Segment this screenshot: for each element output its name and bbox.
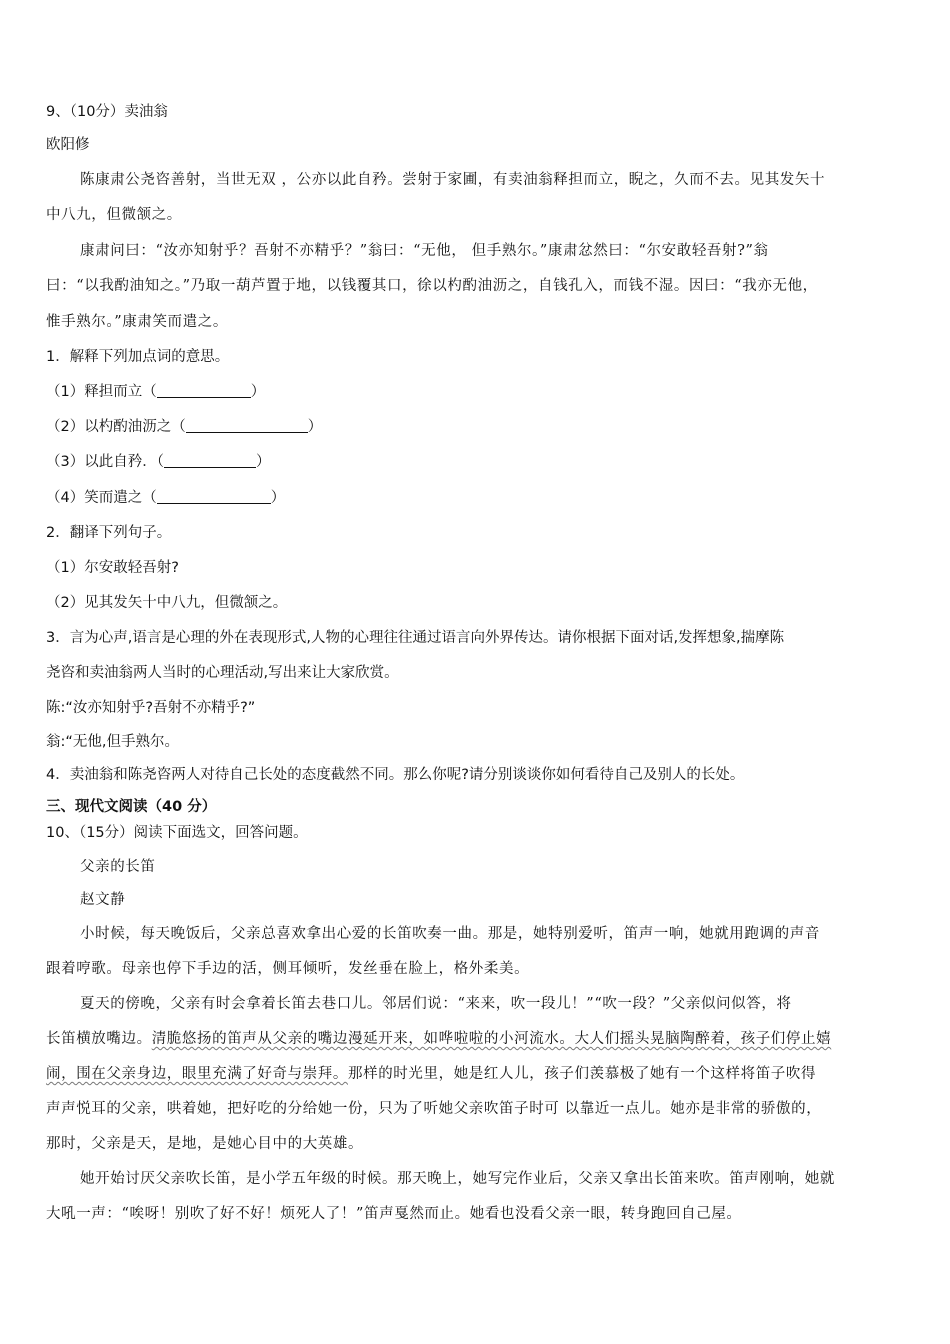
sub-question-4: 4．卖油翁和陈尧咨两人对待自己长处的态度截然不同。那么你呢?请分别谈谈你如何看待自己及别人的长处。 <box>46 767 745 783</box>
section-3-header: 三、现代文阅读（40 分） <box>46 799 217 815</box>
answer-blank[interactable] <box>157 489 271 504</box>
item-close: ） <box>307 419 323 435</box>
sub-question-1-item-3 <box>46 452 270 472</box>
item-close: ） <box>270 490 286 506</box>
paragraph-segment: 长笛横放嘴边。 <box>46 1031 152 1047</box>
underlined-sentence: 清脆悠扬的笛声从父亲的嘴边漫延开来，如哗啦啦的小河流水。大人们摇头晃脑陶醉着，孩子们停止嬉 <box>151 1031 832 1047</box>
paragraph-line: 声声悦耳的父亲，哄着她，把好吃的分给她一份，只为了听她父亲吹笛子时可 以靠近一点儿。她亦是非常的骄傲的， <box>46 1101 822 1117</box>
dialogue-chen: 陈:“汝亦知射乎?吾射不亦精乎?” <box>46 700 256 716</box>
sub-question-1-item-1 <box>46 382 265 402</box>
paragraph-line: 大吼一声：“唉呀！别吹了好不好！烦死人了！”笛声戛然而止。她看也没看父亲一眼，转身跑回自己屋。 <box>46 1206 742 1222</box>
sub-question-2-title: 2．翻译下列句子。 <box>46 525 172 541</box>
answer-blank[interactable] <box>157 383 251 398</box>
sub-question-2-item-2: （2）见其发矢十中八九，但微颔之。 <box>46 595 288 611</box>
paragraph-line: 那时，父亲是天，是地，是她心目中的大英雄。 <box>46 1136 364 1152</box>
paragraph-line: 她开始讨厌父亲吹长笛，是小学五年级的时候。那天晚上，她写完作业后，父亲又拿出长笛来吹。笛声刚响，她就 <box>80 1171 835 1187</box>
paragraph-line: 跟着哼歌。母亲也停下手边的活，侧耳倾听，发丝垂在脸上，格外柔美。 <box>46 961 530 977</box>
sub-question-1-title: 1．解释下列加点词的意思。 <box>46 349 230 365</box>
passage-line: 陈康肃公尧咨善射，当世无双 ，公亦以此自矜。尝射于家圃，有卖油翁释担而立，睨之，久而不去。见其发矢十 <box>80 172 826 188</box>
paragraph-line <box>46 1064 816 1084</box>
paragraph-line <box>46 1029 831 1049</box>
answer-blank[interactable] <box>186 418 308 433</box>
underlined-sentence: 闹，围在父亲身边，眼里充满了好奇与崇拜。 <box>46 1066 348 1082</box>
item-label: （3）以此自矜．（ <box>46 454 164 470</box>
paragraph-line: 小时候，每天晚饭后，父亲总喜欢拿出心爱的长笛吹奏一曲。那是，她特别爱听，笛声一响，她就用跑调的声音 <box>80 926 820 942</box>
item-label: （4）笑而遣之（ <box>46 490 157 506</box>
answer-blank[interactable] <box>164 453 256 468</box>
sub-question-3-line: 尧咨和卖油翁两人当时的心理活动,写出来让大家欣赏。 <box>46 665 399 681</box>
dialogue-weng: 翁:“无他,但手熟尔。 <box>46 734 180 750</box>
article-author: 赵文静 <box>80 892 126 908</box>
sub-question-2-item-1: （1）尔安敢轻吾射? <box>46 560 179 576</box>
question-9-header: 9、（10分）卖油翁 <box>46 104 168 120</box>
item-label: （1）释担而立（ <box>46 384 157 400</box>
passage-line: 惟手熟尔。”康肃笑而遣之。 <box>46 314 228 330</box>
question-9-author: 欧阳修 <box>46 137 90 153</box>
question-10-header: 10、（15分）阅读下面选文，回答问题。 <box>46 825 308 841</box>
passage-line: 康肃问曰：“汝亦知射乎？吾射不亦精乎？”翁曰：“无他， 但手熟尔。”康肃忿然曰：“尔安敢轻吾射?”翁 <box>80 243 769 259</box>
passage-line: 曰：“以我酌油知之。”乃取一葫芦置于地，以钱覆其口，徐以杓酌油沥之，自钱孔入，而钱不湿。因曰：“我亦无他， <box>46 278 818 294</box>
item-close: ） <box>255 454 271 470</box>
paragraph-line: 夏天的傍晚，父亲有时会拿着长笛去巷口儿。邻居们说：“来来，吹一段儿！”“吹一段？”父亲似问似答，将 <box>80 996 792 1012</box>
item-label: （2）以杓酌油沥之（ <box>46 419 186 435</box>
sub-question-1-item-2 <box>46 417 322 437</box>
sub-question-1-item-4 <box>46 488 285 508</box>
paragraph-segment: 那样的时光里，她是红人儿，孩子们羡慕极了她有一个这样将笛子吹得 <box>348 1066 817 1082</box>
article-title: 父亲的长笛 <box>80 859 156 875</box>
sub-question-3-line: 3．言为心声,语言是心理的外在表现形式,人物的心理往往通过语言向外界传达。请你根据下面对话,发挥想象,揣摩陈 <box>46 630 785 646</box>
passage-line: 中八九，但微颔之。 <box>46 207 182 223</box>
item-close: ） <box>250 384 266 400</box>
